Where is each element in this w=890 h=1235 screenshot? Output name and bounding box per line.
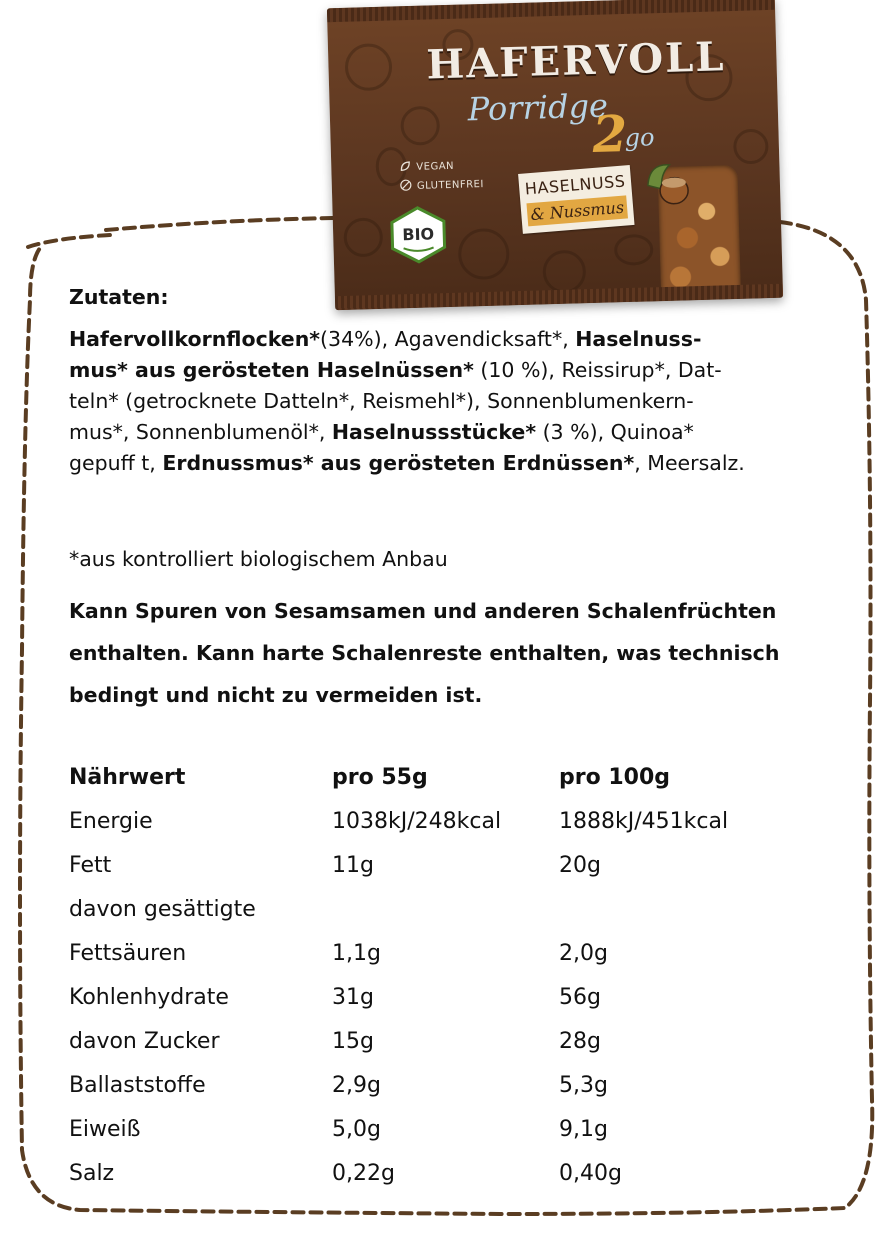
bio-seal-label: BIO — [402, 224, 435, 245]
allergen-note: Kann Spuren von Sesamsamen und anderen Schalenfrüchten enthalten. Kann harte Schalenreste enthalten, was technisch bedingt und nicht zu vermeiden ist. — [69, 599, 780, 707]
nutrient-name: Fettsäuren — [69, 941, 187, 966]
nutrition-header-per-55g: pro 55g — [332, 765, 428, 790]
ingredient-text: mus*, Sonnenblumenöl*, — [69, 420, 332, 444]
flavor-line-2: & Nussmus — [526, 195, 628, 226]
ingredient-text: (34%), Agavendicksaft*, — [320, 327, 576, 351]
ingredient-text: mus* aus gerösteten Haselnüssen* — [69, 358, 474, 382]
product-package — [327, 0, 783, 310]
nutrient-value-100g: 0,40g — [559, 1161, 622, 1186]
nutrition-row — [69, 1161, 829, 1195]
ingredients-line — [69, 448, 829, 479]
ingredient-text: (10 %), Reissirup*, Dat- — [473, 358, 722, 382]
nutrient-value-55g: 1,1g — [332, 941, 381, 966]
nutrient-name: Energie — [69, 809, 153, 834]
nutrient-name: davon Zucker — [69, 1029, 220, 1054]
nutrition-row — [69, 985, 829, 1019]
nutrition-row — [69, 1117, 829, 1151]
ingredient-text: Haselnussstücke* — [331, 420, 537, 444]
nutrient-value-55g: 15g — [332, 1029, 374, 1054]
nutrition-header-row — [69, 765, 829, 799]
nutrient-value-100g: 28g — [559, 1029, 601, 1054]
claim-vegan — [399, 159, 454, 174]
ingredients-line — [69, 417, 829, 448]
package-brand: HAFERVOLL — [425, 33, 727, 89]
nutrient-value-55g: 0,22g — [332, 1161, 395, 1186]
nutrition-row — [69, 1073, 829, 1107]
ingredient-text: Erdnussmus* aus gerösteten Erdnüssen* — [162, 451, 635, 475]
nutrient-name: Fett — [69, 853, 112, 878]
nutrition-header-per-100g: pro 100g — [559, 765, 671, 790]
ingredient-text: teln* (getrocknete Datteln*, Reismehl*), Sonnenblumenkern- — [69, 389, 694, 413]
claim-glutenfree — [400, 177, 484, 192]
nutrient-name: Eiweiß — [69, 1117, 141, 1142]
nutrient-value-100g: 9,1g — [559, 1117, 608, 1142]
ingredients-line — [69, 324, 829, 355]
nutrient-name: Salz — [69, 1161, 115, 1186]
nutrient-value-55g: 31g — [332, 985, 374, 1010]
claim-vegan-label: VEGAN — [416, 160, 455, 173]
nutrition-header-nutrient: Nährwert — [69, 765, 186, 790]
nutrient-name: Kohlenhydrate — [69, 985, 229, 1010]
nutrient-name: Ballaststoffe — [69, 1073, 206, 1098]
nutrient-value-100g: 20g — [559, 853, 601, 878]
nutrient-value-100g: 2,0g — [559, 941, 608, 966]
nutrient-value-100g: 1888kJ/451kcal — [559, 809, 729, 834]
organic-note: *aus kontrolliert biologischem Anbau — [69, 547, 448, 571]
ingredients-list — [69, 324, 829, 479]
nutrition-row — [69, 1029, 829, 1063]
ingredients-heading: Zutaten: — [69, 285, 169, 309]
ingredient-text: , Meersalz. — [634, 451, 745, 475]
nutrient-value-100g: 5,3g — [559, 1073, 608, 1098]
nutrient-value-55g: 11g — [332, 853, 374, 878]
package-product-two: 2 — [591, 103, 629, 164]
bio-seal-icon — [388, 205, 448, 265]
nutrient-value-100g: 56g — [559, 985, 601, 1010]
ingredient-text: Hafervollkornflocken* — [69, 327, 321, 351]
flavor-line-1: HASELNUSS — [524, 171, 627, 199]
nutrient-value-55g: 2,9g — [332, 1073, 381, 1098]
nutrient-value-55g: 5,0g — [332, 1117, 381, 1142]
nutrient-name: davon gesättigte — [69, 897, 256, 922]
ingredient-text: Haselnuss- — [575, 327, 702, 351]
ingredients-line — [69, 355, 829, 386]
ingredients-line — [69, 386, 829, 417]
package-product-name: Porridge — [467, 86, 609, 129]
nutrition-row — [69, 897, 829, 931]
leaf-icon — [399, 160, 411, 172]
nutrient-value-55g: 1038kJ/248kcal — [332, 809, 502, 834]
ingredient-text: (3 %), Quinoa* — [536, 420, 694, 444]
nutrition-row — [69, 941, 829, 975]
nutrition-row — [69, 853, 829, 887]
claim-glutenfree-label: GLUTENFREI — [416, 179, 485, 192]
no-gluten-icon — [400, 179, 412, 191]
hazelnut-icon — [639, 154, 697, 212]
package-product-go: go — [624, 123, 655, 153]
nutrition-row — [69, 809, 829, 843]
flavor-label — [518, 165, 634, 234]
ingredient-text: gepuff t, — [69, 451, 163, 475]
